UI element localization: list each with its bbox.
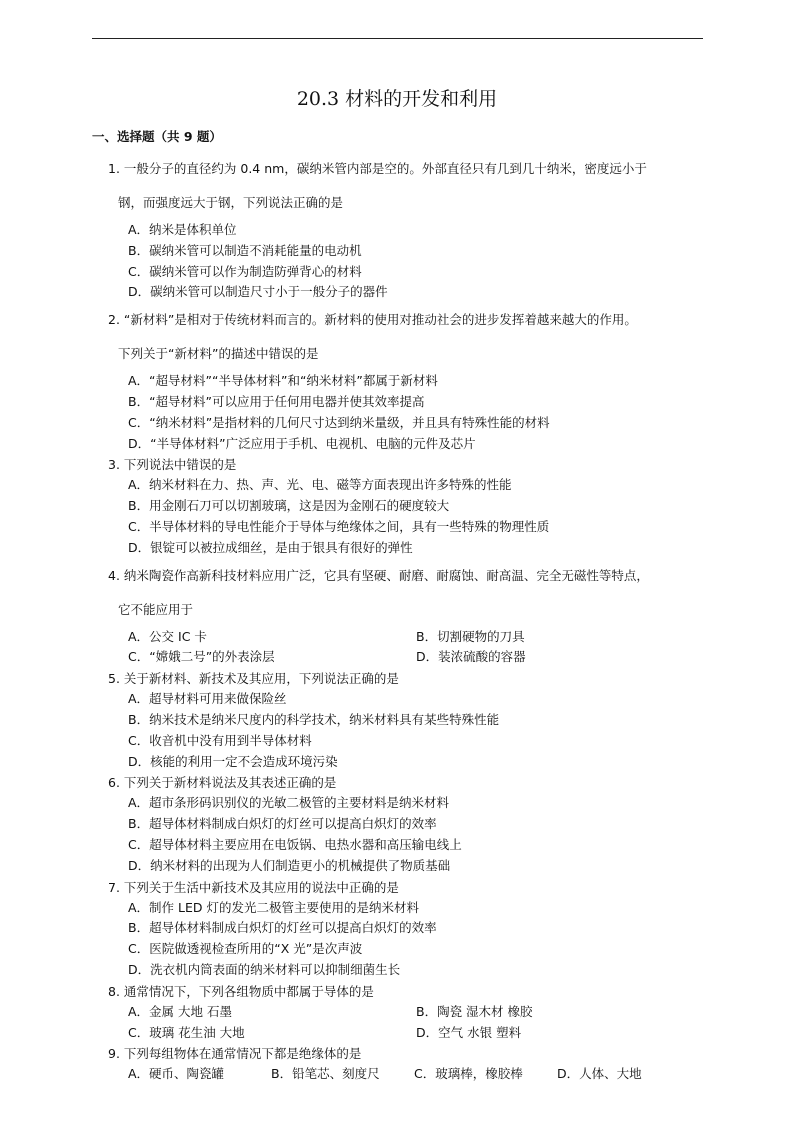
options	[128, 898, 708, 981]
option-a: A．制作 LED 灯的发光二极管主要使用的是纳米材料	[128, 899, 419, 915]
options	[128, 1002, 708, 1044]
question-4	[108, 559, 708, 669]
question-stem: 1. 一般分子的直径约为 0.4 nm，碳纳米管内部是空的。外部直径只有几到几十纳米，密度远小于	[108, 161, 647, 176]
question-stem: 6. 下列关于新材料说法及其表述正确的是	[108, 775, 337, 791]
option-c: C．“嫦娥二号”的外表涂层	[128, 649, 275, 665]
question-5	[108, 668, 708, 772]
question-2	[108, 303, 708, 454]
option-d: D．核能的利用一定不会造成环境污染	[128, 753, 338, 769]
options	[128, 689, 708, 772]
question-9	[108, 1043, 708, 1085]
question-stem: 9. 下列每组物体在通常情况下都是绝缘体的是	[108, 1046, 362, 1062]
option-d: D．装浓硫酸的容器	[416, 649, 526, 665]
options	[128, 793, 708, 876]
question-stem: 8. 通常情况下，下列各组物质中都属于导体的是	[108, 983, 374, 999]
question-stem: 7. 下列关于生活中新技术及其应用的说法中正确的是	[108, 879, 399, 895]
option-a: A．纳米材料在力、热、声、光、电、磁等方面表现出许多特殊的性能	[128, 477, 512, 493]
question-6	[108, 772, 708, 876]
option-b: B．“超导材料”可以应用于任何用电器并使其效率提高	[128, 393, 425, 409]
question-3	[108, 454, 708, 558]
option-a: A．“超导材料”“半导体材料”和“纳米材料”都属于新材料	[128, 373, 438, 389]
options	[128, 1064, 708, 1085]
question-7	[108, 877, 708, 981]
option-c: C．收音机中没有用到半导体材料	[128, 732, 312, 748]
option-c: C．半导体材料的导电性能介于导体与绝缘体之间，具有一些特殊的物理性质	[128, 518, 550, 534]
option-d: D．洗衣机内筒表面的纳米材料可以抑制细菌生长	[128, 961, 401, 977]
option-c: C．医院做透视检查所用的“X 光”是次声波	[128, 941, 363, 957]
option-d: D．人体、大地	[557, 1066, 642, 1082]
option-b: B．超导体材料制成白炽灯的灯丝可以提高白炽灯的效率	[128, 816, 437, 832]
option-d: D．银锭可以被拉成细丝，是由于银具有很好的弹性	[128, 539, 413, 555]
option-c: C．碳纳米管可以作为制造防弹背心的材料	[128, 263, 362, 279]
option-c: C．“纳米材料”是指材料的几何尺寸达到纳米量级，并且具有特殊性能的材料	[128, 414, 550, 430]
page-title: 20.3 材料的开发和利用	[296, 88, 498, 110]
option-c: C．玻璃棒，橡胶棒	[414, 1066, 523, 1082]
option-b: B．纳米技术是纳米尺度内的科学技术，纳米材料具有某些特殊性能	[128, 711, 500, 727]
options	[128, 475, 708, 558]
option-b: B．陶瓷 湿木材 橡胶	[416, 1003, 533, 1019]
question-stem: 5. 关于新材料、新技术及其应用，下列说法正确的是	[108, 671, 399, 687]
options	[128, 220, 708, 303]
question-stem-continued: 钢，而强度远大于钢，下列说法正确的是	[118, 195, 344, 210]
option-d: D．空气 水银 塑料	[416, 1024, 522, 1040]
option-d: D．纳米材料的出现为人们制造更小的机械提供了物质基础	[128, 857, 451, 873]
option-b: B．铅笔芯、刻度尺	[271, 1066, 380, 1082]
header-rule	[92, 38, 703, 39]
option-a: A．纳米是体积单位	[128, 222, 237, 237]
question-1	[108, 152, 708, 303]
option-a: A．超市条形码识别仪的光敏二极管的主要材料是纳米材料	[128, 795, 450, 811]
question-stem-continued: 它不能应用于	[118, 601, 194, 617]
question-stem-continued: 下列关于“新材料”的描述中错误的是	[118, 346, 319, 362]
question-stem: 4. 纳米陶瓷作高新科技材料应用广泛，它具有坚硬、耐磨、耐腐蚀、耐高温、完全无磁性等特点，	[108, 567, 649, 583]
option-a: A．硬币、陶瓷罐	[128, 1066, 225, 1082]
option-a: A．超导材料可用来做保险丝	[128, 691, 287, 707]
option-c: C．玻璃 花生油 大地	[128, 1024, 245, 1040]
question-8	[108, 981, 708, 1044]
option-b: B．超导体材料制成白炽灯的灯丝可以提高白炽灯的效率	[128, 920, 437, 936]
option-d: D．“半导体材料”广泛应用于手机、电视机、电脑的元件及芯片	[128, 435, 476, 451]
option-b: B．用金刚石刀可以切割玻璃，这是因为金刚石的硬度较大	[128, 498, 450, 514]
question-stem: 3. 下列说法中错误的是	[108, 457, 237, 473]
option-d: D．碳纳米管可以制造尺寸小于一般分子的器件	[128, 284, 388, 300]
question-list	[108, 152, 708, 1085]
option-a: A．公交 IC 卡	[128, 628, 207, 644]
option-c: C．超导体材料主要应用在电饭锅、电热水器和高压输电线上	[128, 836, 462, 852]
section-heading: 一、选择题（共 9 题）	[92, 129, 222, 144]
option-b: B．碳纳米管可以制造不消耗能量的电动机	[128, 242, 362, 258]
options	[128, 627, 708, 669]
option-b: B．切割硬物的刀具	[416, 628, 525, 644]
option-a: A．金属 大地 石墨	[128, 1003, 232, 1019]
question-stem: 2. “新材料”是相对于传统材料而言的。新材料的使用对推动社会的进步发挥着越来越大的作用。	[108, 312, 637, 328]
options	[128, 371, 708, 454]
